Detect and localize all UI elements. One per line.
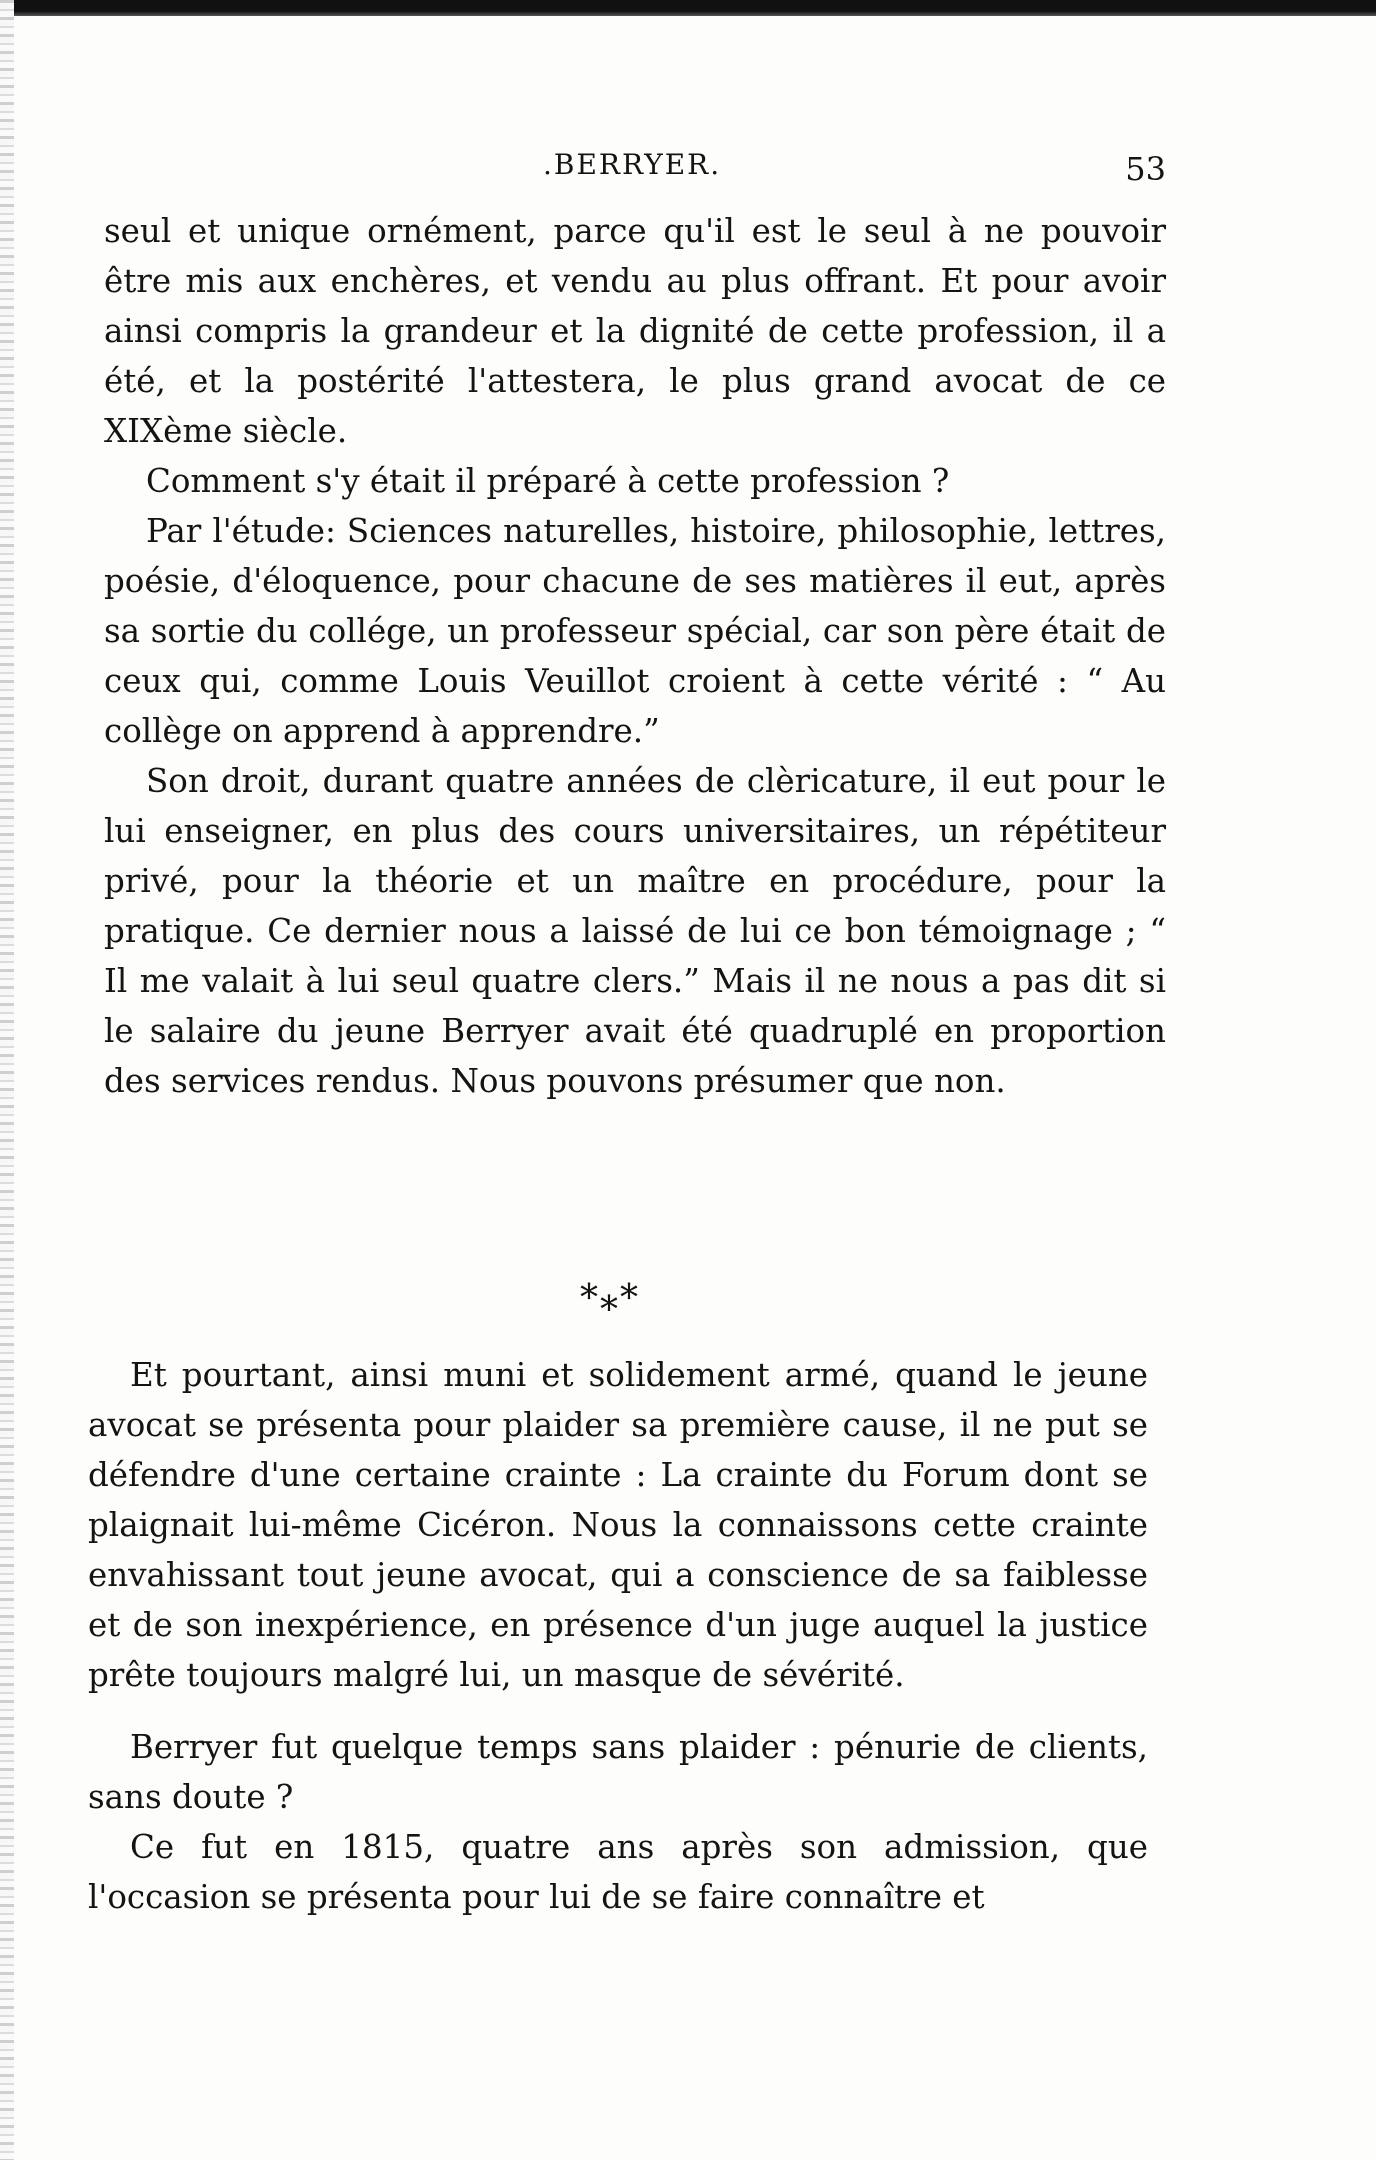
scan-top-border (0, 0, 1376, 16)
text-block-top (104, 206, 1166, 1106)
body-text-top (104, 206, 1166, 1106)
body-text-bottom (88, 1350, 1148, 1922)
page-header (100, 140, 1166, 190)
paragraph: Son droit, durant quatre années de clèricature, il eut pour le lui enseigner, en plus des cours universitaires, un répétiteur privé, pour la théorie et un maître en procédure, pour la pratique. Ce dernier nous a laissé de lui ce bon témoignage ; “ Il me valait à lui seul quatre clers.” Mais il ne nous a pas dit si le salaire du jeune Berryer avait été quadruplé en proportion des services rendus. Nous pouvons présumer que non. (104, 762, 1166, 1100)
paragraph: seul et unique ornément, parce qu'il est le seul à ne pouvoir être mis aux enchères, et vendu au plus offrant. Et pour avoir ainsi compris la grandeur et la dignité de cette profession, il a été, et la postérité l'attestera, le plus grand avocat de ce XIXème siècle. (104, 212, 1166, 450)
running-title: .BERRYER. (543, 148, 722, 181)
text-block-bottom (88, 1350, 1148, 1922)
paragraph: Ce fut en 1815, quatre ans après son admission, que l'occasion se présenta pour lui de se faire connaître et (88, 1828, 1148, 1916)
paragraph: Berryer fut quelque temps sans plaider : pénurie de clients, sans doute ? (88, 1728, 1148, 1816)
paragraph: Et pourtant, ainsi muni et solidement armé, quand le jeune avocat se présenta pour plaider sa première cause, il ne put se défendre d'une certaine crainte : La crainte du Forum dont se plaignait lui-même Cicéron. Nous la connaissons cette crainte envahissant tout jeune avocat, qui a conscience de sa faiblesse et de son inexpérience, en présence d'un juge auquel la justice prête toujours malgré lui, un masque de sévérité. (88, 1356, 1148, 1694)
page-number: 53 (1125, 150, 1166, 188)
section-asterism: *⁎* (580, 1278, 640, 1319)
page-binding-edge (0, 0, 14, 2160)
paragraph: Comment s'y était il préparé à cette profession ? (146, 462, 950, 500)
paragraph: Par l'étude: Sciences naturelles, histoire, philosophie, lettres, poésie, d'éloquence, pour chacune de ses matières il eut, après sa sortie du collége, un professeur spécial, car son père était de ceux qui, comme Louis Veuillot croient à cette vérité : “ Au collège on apprend à apprendre.” (104, 512, 1166, 750)
